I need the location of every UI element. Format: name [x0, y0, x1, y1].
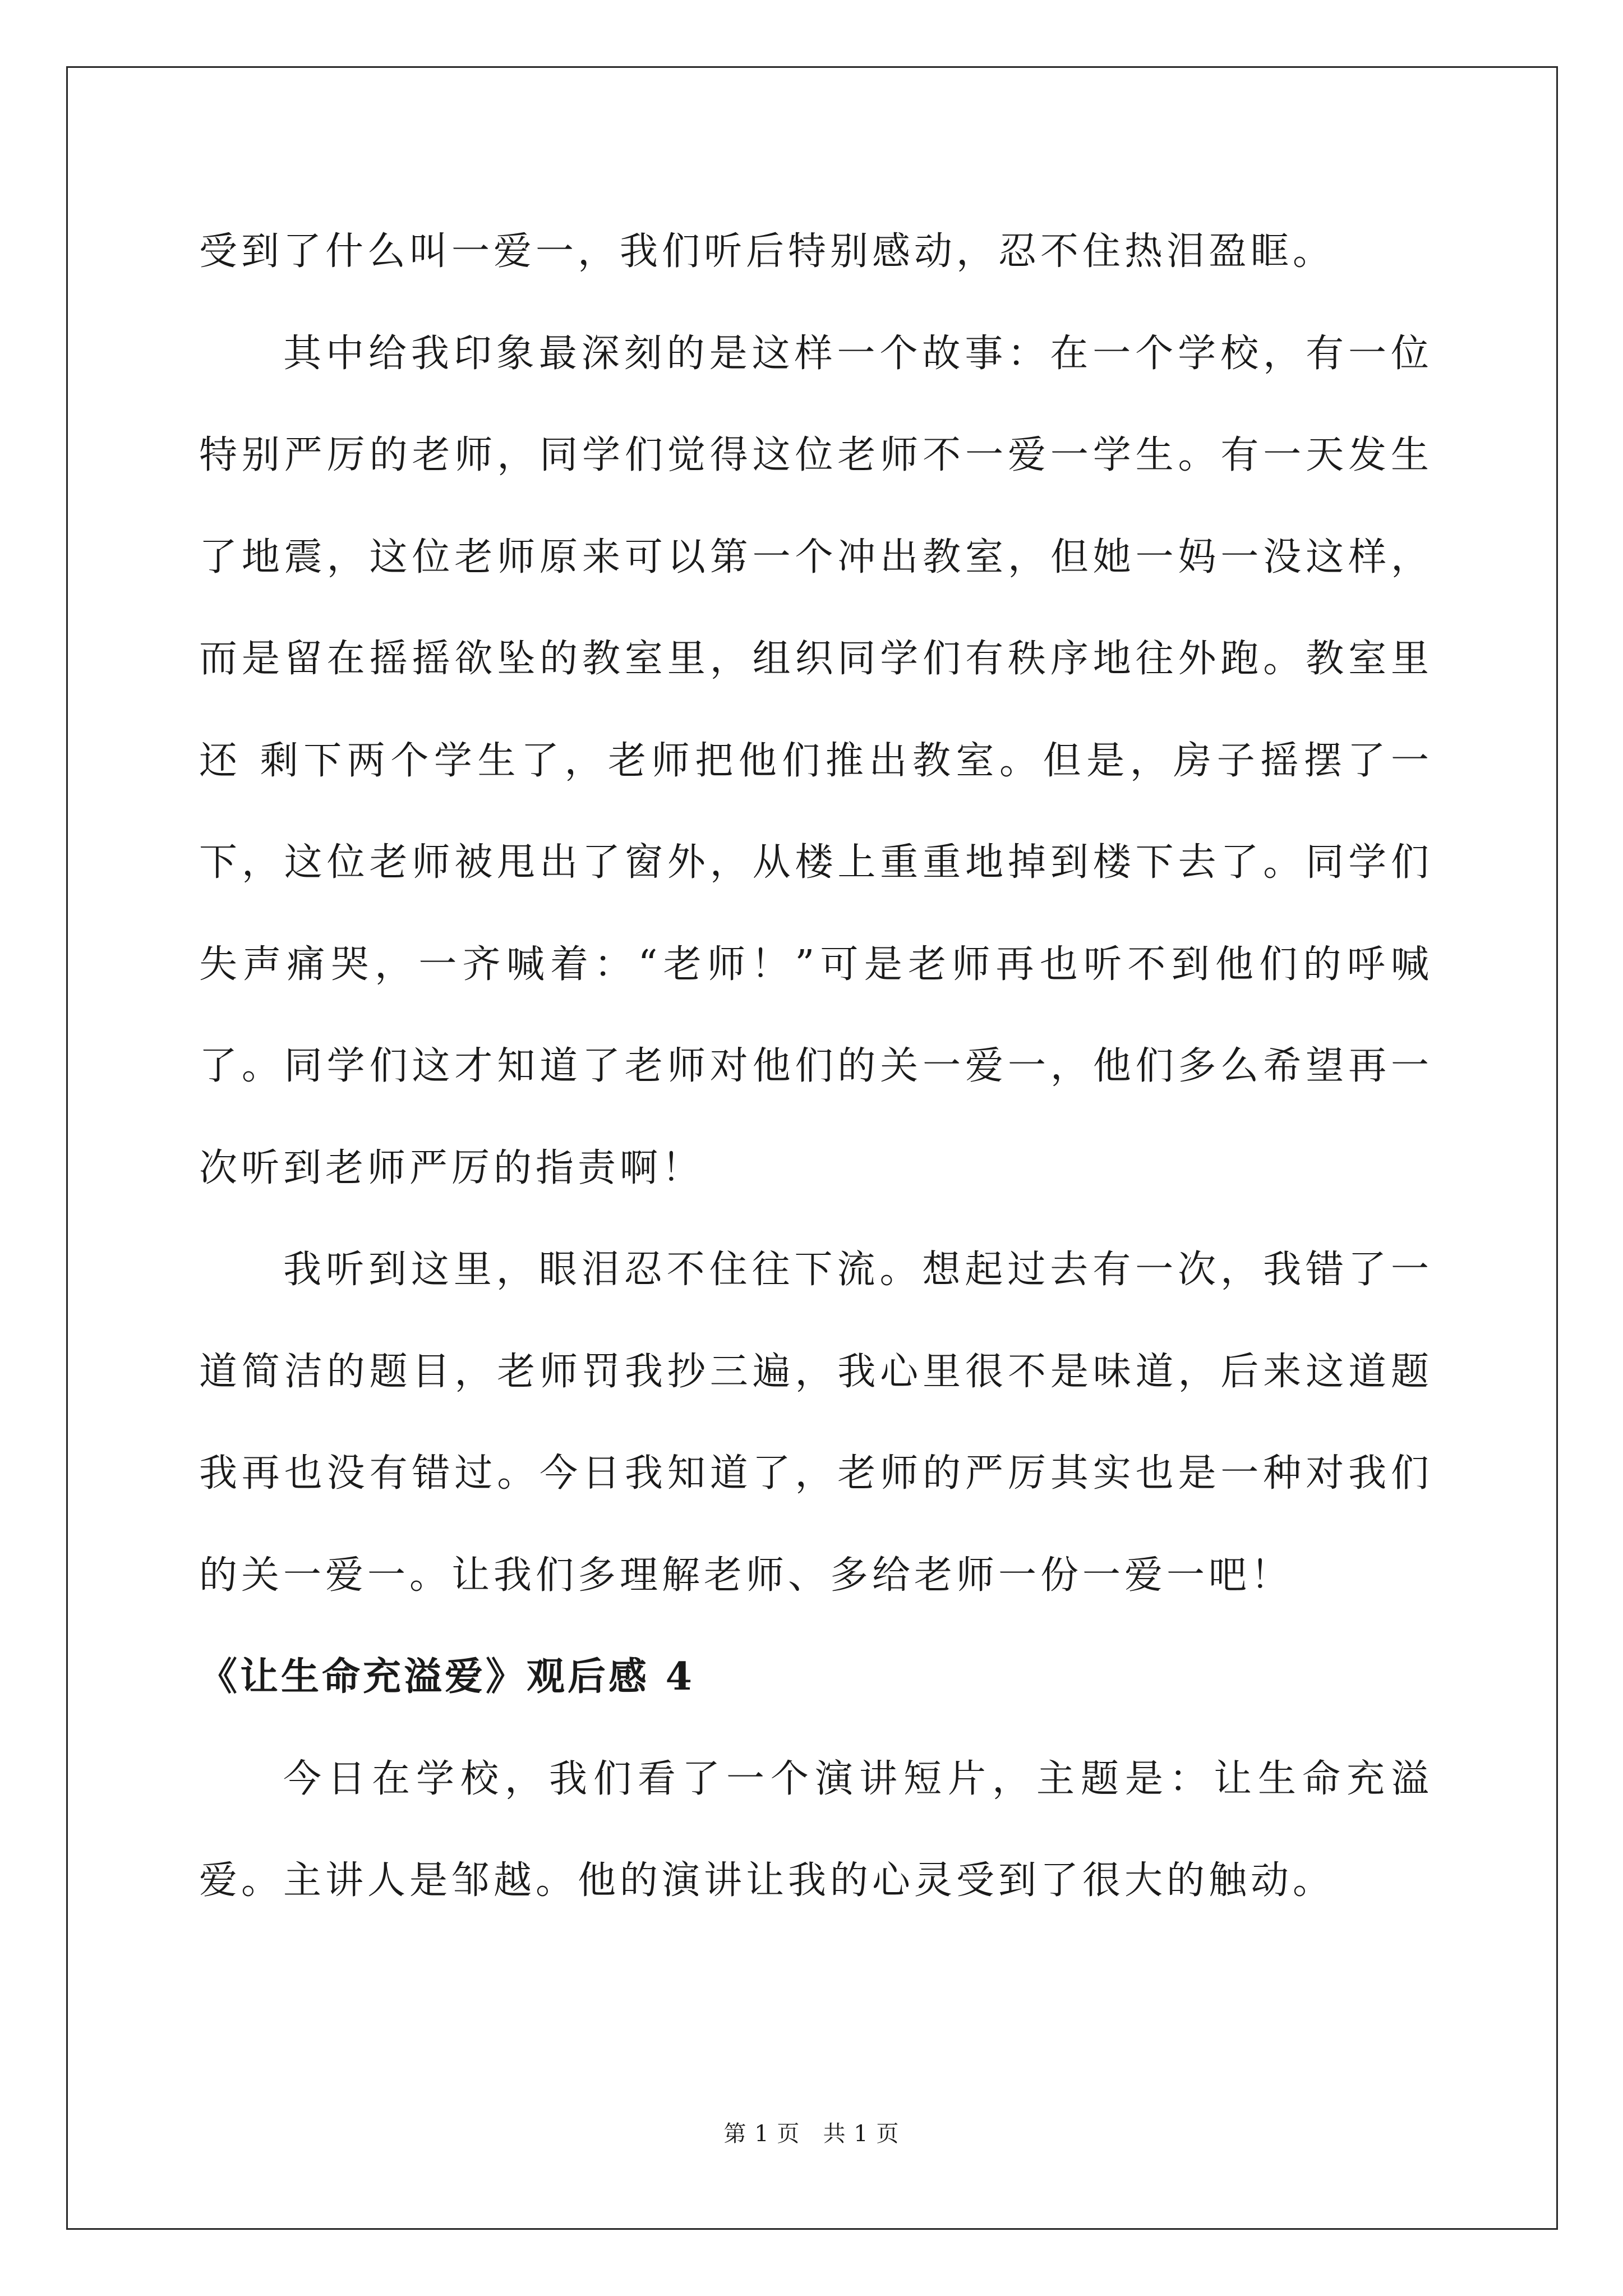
paragraph-2: 其中给我印象最深刻的是这样一个故事：在一个学校，有一位特别严厉的老师，同学们觉得这位老师不一爱一学生。有一天发生了地震，这位老师原来可以第一个冲出教室，但她一妈一没这样，而是留在摇摇欲坠的教室里，组织同学们有秩序地往外跑。教室里还 剩下两个学生了，老师把他们推出教室。但是，房子摇摆了一下，这位老师被甩出了窗外，从楼上重重地掉到楼下去了。同学们失声痛哭，一齐喊着：“老师！”可是老师再也听不到他们的呼喊了。同学们这才知道了老师对他们的关一爱一，他们多么希望再一次听到老师严厉的指责啊！ — [199, 331, 1433, 1190]
document-body — [199, 201, 1433, 1932]
page-number: 第 1 页 — [723, 2121, 800, 2147]
page-total: 共 1 页 — [823, 2121, 900, 2147]
paragraph-1: 受到了什么叫一爱一，我们听后特别感动，忍不住热泪盈眶。 — [199, 229, 1335, 274]
section-heading: 《让生命充溢爱》观后感 4 — [199, 1654, 695, 1699]
paragraph-4: 今日在学校，我们看了一个演讲短片，主题是：让生命充溢爱。主讲人是邹越。他的演讲让我的心灵受到了很大的触动。 — [199, 1756, 1433, 1903]
paragraph-3: 我听到这里，眼泪忍不住往下流。想起过去有一次，我错了一道简洁的题目，老师罚我抄三遍，我心里很不是味道，后来这道题我再也没有错过。今日我知道了，老师的严厉其实也是一种对我们的关一爱一。让我们多理解老师、多给老师一份一爱一吧！ — [199, 1248, 1433, 1598]
page-footer — [0, 2117, 1623, 2151]
